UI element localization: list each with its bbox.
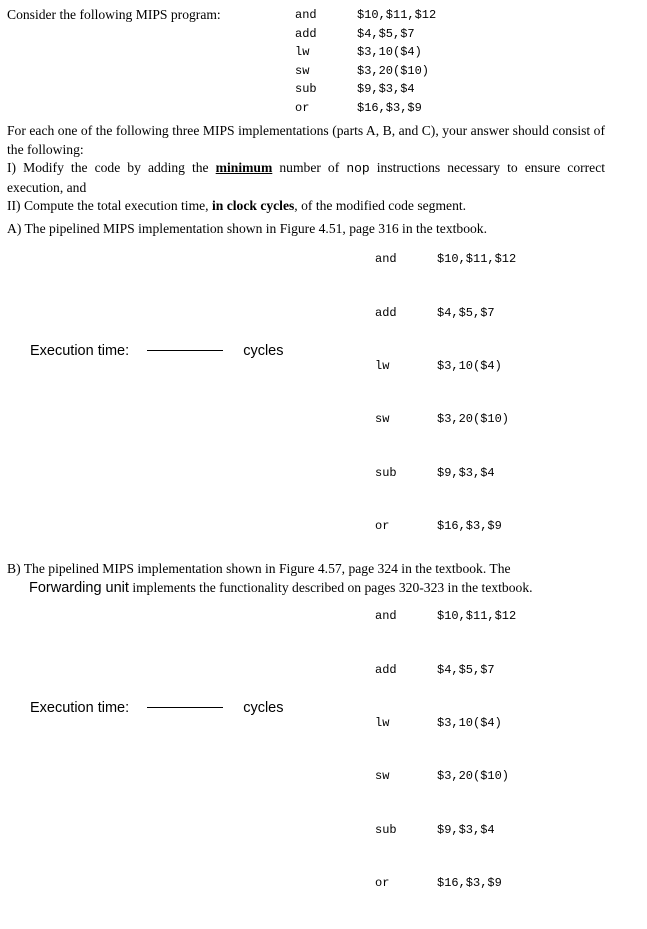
text-run: I) Modify the code by adding the xyxy=(7,160,216,175)
program-op: sw xyxy=(375,769,390,783)
program-op: sw xyxy=(375,412,390,426)
emphasis-clock-cycles: in clock cycles xyxy=(211,198,295,213)
part-b-heading-line1: B) The pipelined MIPS implementation shown in Figure 4.57, page 324 in the textbook. The xyxy=(7,561,511,576)
program-op: add xyxy=(295,26,317,41)
intro-text: Consider the following MIPS program: xyxy=(7,7,221,22)
instructions-paragraph: For each one of the following three MIPS implementations (parts A, B, and C), your answer should consist of the following: xyxy=(7,123,605,157)
program-op: or xyxy=(375,519,390,533)
program-args: $3,10($4) xyxy=(357,45,422,59)
execution-time-blank[interactable] xyxy=(147,350,223,351)
part-a-execution-time xyxy=(30,343,284,359)
cycles-label: cycles xyxy=(243,700,284,716)
part-b-heading xyxy=(7,559,605,598)
text-run: , of the modified code segment. xyxy=(294,198,467,213)
program-op: and xyxy=(375,252,397,266)
program-args: $4,$5,$7 xyxy=(357,26,415,41)
program-args: $4,$5,$7 xyxy=(437,663,495,677)
program-args: $10,$11,$12 xyxy=(357,8,437,22)
program-args: $16,$3,$9 xyxy=(357,100,422,115)
program-op: and xyxy=(375,609,397,623)
program-args: $9,$3,$4 xyxy=(357,82,415,96)
program-args: $10,$11,$12 xyxy=(437,609,517,623)
program-op: sub xyxy=(295,82,317,96)
program-op: or xyxy=(375,876,390,890)
program-op: lw xyxy=(375,359,390,373)
cycles-label: cycles xyxy=(243,343,284,359)
emphasis-minimum: minimum xyxy=(215,160,273,175)
instructions-item-1 xyxy=(7,159,605,197)
instructions-item-2 xyxy=(7,197,605,216)
program-op: lw xyxy=(375,716,390,730)
program-args: $3,10($4) xyxy=(437,359,502,373)
program-args: $16,$3,$9 xyxy=(437,876,502,890)
program-args: $3,20($10) xyxy=(437,412,510,426)
nop-keyword: nop xyxy=(346,161,370,176)
execution-time-label: Execution time: xyxy=(30,700,130,716)
program-op: sub xyxy=(375,823,397,837)
text-run: II) Compute the total execution time, xyxy=(7,198,212,213)
text-run: number of xyxy=(272,160,347,175)
program-args: $16,$3,$9 xyxy=(437,519,502,533)
program-op: add xyxy=(375,306,397,320)
text-run: implements the functionality described on pages 320-323 in the textbook. xyxy=(128,580,533,595)
program-op: or xyxy=(295,100,310,115)
program-args: $9,$3,$4 xyxy=(437,466,495,480)
program-op: sw xyxy=(295,63,310,78)
program-op: add xyxy=(375,663,397,677)
program-args: $10,$11,$12 xyxy=(437,252,517,266)
program-args: $3,10($4) xyxy=(437,716,502,730)
part-b-heading-line2 xyxy=(7,578,605,598)
program-op: sub xyxy=(375,466,397,480)
program-op: lw xyxy=(295,45,310,59)
forwarding-unit-term: Forwarding unit xyxy=(29,580,129,596)
part-b-execution-time xyxy=(30,700,284,716)
part-a-heading: A) The pipelined MIPS implementation shown in Figure 4.51, page 316 in the textbook. xyxy=(7,221,488,236)
text-run: instructions necessary to ensure correct execution, and xyxy=(7,160,606,195)
program-args: $9,$3,$4 xyxy=(437,823,495,837)
program-args: $4,$5,$7 xyxy=(437,306,495,320)
program-args: $3,20($10) xyxy=(357,63,430,78)
program-op: and xyxy=(295,8,317,22)
execution-time-label: Execution time: xyxy=(30,343,130,359)
execution-time-blank[interactable] xyxy=(147,707,223,708)
program-args: $3,20($10) xyxy=(437,769,510,783)
